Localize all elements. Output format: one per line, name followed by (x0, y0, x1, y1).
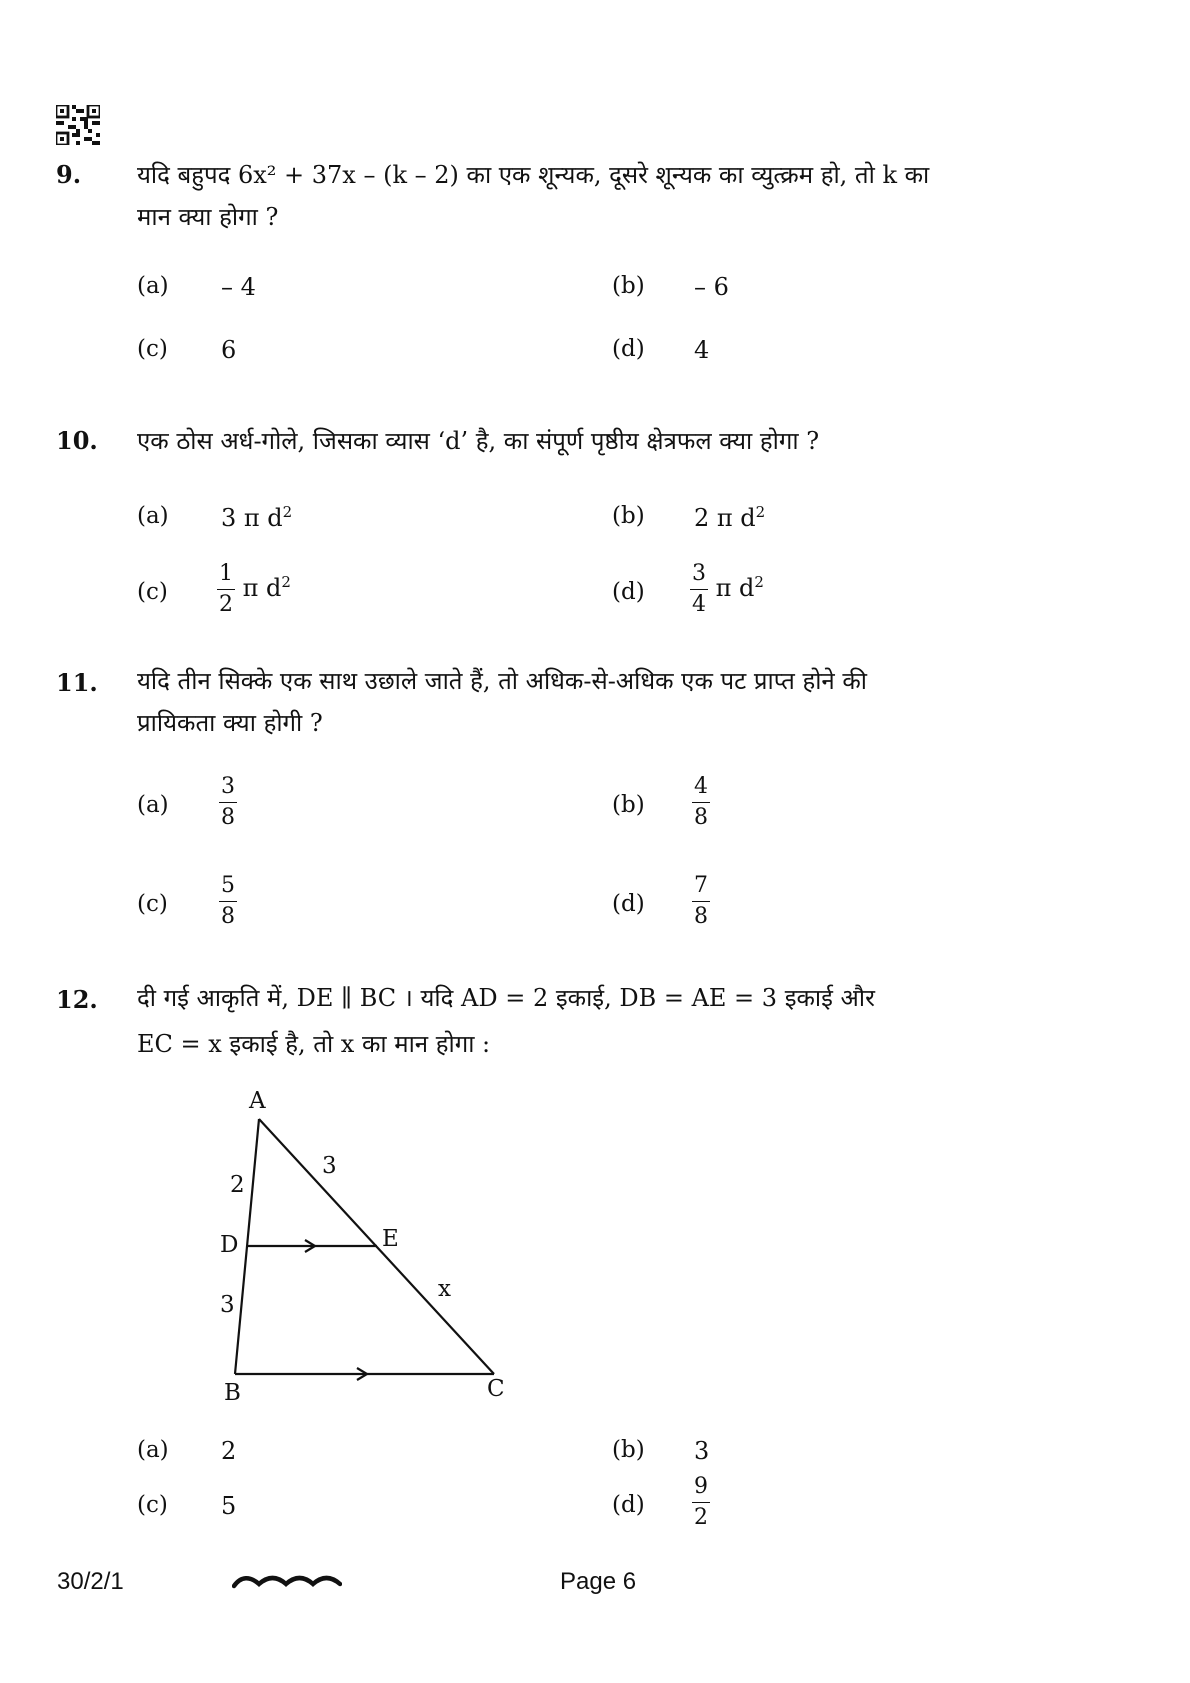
option-a-value: – 4 (221, 273, 256, 301)
question-text-line1: दी गई आकृति में, DE ∥ BC । यदि AD = 2 इकाई, DB = AE = 3 इकाई और (137, 984, 875, 1012)
option-c-value (219, 873, 237, 930)
option-d-label: (d) (612, 1492, 645, 1518)
option-c-label: (c) (137, 1492, 168, 1518)
question-text-line2: प्रायिकता क्या होगी ? (137, 709, 323, 737)
option-b-value: – 6 (694, 273, 729, 301)
wave-ornament-icon (232, 1574, 342, 1592)
option-a-value: 3 π $d^2$ (221, 503, 293, 532)
page-number: Page 6 (560, 1568, 637, 1595)
option-c-value: 6 (221, 336, 237, 364)
option-b-label: (b) (612, 792, 645, 818)
fraction: $\frac{3}{4}$ (692, 561, 706, 617)
option-a-label: (a) (137, 1437, 169, 1463)
option-c-label: (c) (137, 336, 168, 362)
segment-label-db: 3 (220, 1292, 235, 1318)
option-c-value: $\frac{1}{2}$ π $d^2$ (219, 561, 291, 617)
question-number: 12. (56, 985, 98, 1014)
option-d-value: 4 (694, 336, 710, 364)
question-text-line2: मान क्या होगा ? (137, 203, 279, 231)
question-text-line1: एक ठोस अर्ध-गोले, जिसका व्यास ‘d’ है, का संपूर्ण पृष्ठीय क्षेत्रफल क्या होगा ? (137, 427, 820, 455)
option-d-label: (d) (612, 579, 645, 605)
segment-label-ae: 3 (322, 1153, 337, 1179)
option-a-value (219, 774, 237, 831)
fraction: $\frac{9}{2}$ (694, 1474, 708, 1530)
option-b-value: 2 π $d^2$ (694, 503, 766, 532)
fraction: $\frac{5}{8}$ (221, 873, 235, 929)
vertex-label-e: E (382, 1226, 399, 1252)
option-d-value: $\frac{3}{4}$ π $d^2$ (692, 561, 764, 617)
option-b-value: 3 (694, 1437, 710, 1465)
option-d-label: (d) (612, 891, 645, 917)
vertex-label-a: A (249, 1088, 266, 1114)
fraction: $\frac{4}{8}$ (694, 774, 708, 830)
question-text-line1: यदि तीन सिक्के एक साथ उछाले जाते हैं, तो अधिक-से-अधिक एक पट प्राप्त होने की (137, 667, 868, 695)
segment-label-ec: x (438, 1276, 451, 1302)
fraction: $\frac{7}{8}$ (694, 873, 708, 929)
option-b-label: (b) (612, 503, 645, 529)
option-a-label: (a) (137, 273, 169, 299)
question-text-line2: EC = x इकाई है, तो x का मान होगा : (137, 1030, 491, 1058)
paper-code: 30/2/1 (57, 1568, 124, 1595)
vertex-label-d: D (220, 1232, 239, 1258)
option-b-value (692, 774, 710, 831)
vertex-label-b: B (224, 1380, 241, 1406)
option-c-label: (c) (137, 579, 168, 605)
option-d-label: (d) (612, 336, 645, 362)
question-number: 9. (56, 160, 82, 189)
option-a-label: (a) (137, 792, 169, 818)
option-d-value (692, 1474, 710, 1531)
fraction: $\frac{3}{8}$ (221, 774, 235, 830)
option-b-label: (b) (612, 273, 645, 299)
option-b-label: (b) (612, 1437, 645, 1463)
option-c-label: (c) (137, 891, 168, 917)
question-number: 11. (56, 668, 98, 697)
qr-code-icon (56, 105, 100, 145)
option-a-value: 2 (221, 1437, 237, 1465)
option-c-value: 5 (221, 1492, 237, 1520)
option-d-value (692, 873, 710, 930)
fraction: $\frac{1}{2}$ (219, 561, 233, 617)
question-number: 10. (56, 426, 98, 455)
question-text-line1: यदि बहुपद 6x² + 37x – (k – 2) का एक शून्यक, दूसरे शून्यक का व्युत्क्रम हो, तो k का (137, 161, 930, 189)
vertex-label-c: C (487, 1376, 505, 1402)
option-a-label: (a) (137, 503, 169, 529)
segment-label-ad: 2 (230, 1172, 245, 1198)
